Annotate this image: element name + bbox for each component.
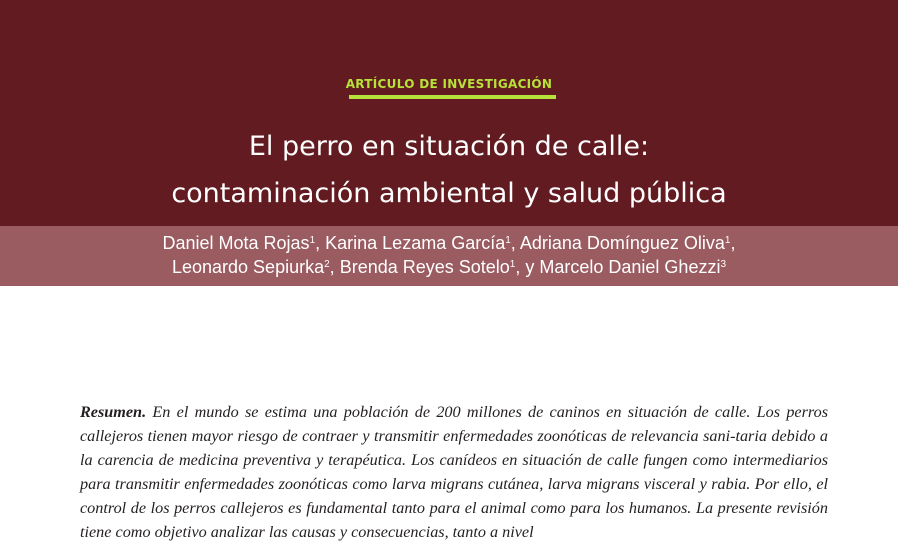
section-label-underline [349, 95, 556, 99]
article-header [0, 0, 898, 226]
author-separator: , [315, 233, 326, 253]
author-affiliation: 1 [309, 235, 316, 246]
author-separator: , [510, 233, 520, 253]
author-list [0, 231, 898, 279]
author-name: Marcelo Daniel Ghezzi [539, 257, 721, 277]
author-name: Adriana Domínguez Oliva [519, 233, 725, 253]
author-line-2 [0, 255, 898, 279]
author-line-1 [0, 231, 898, 255]
author-name: Brenda Reyes Sotelo [339, 257, 510, 277]
article-title-line-1: El perro en situación de calle: [248, 131, 650, 162]
author-name: Karina Lezama García [325, 233, 506, 253]
author-affiliation: 2 [324, 259, 330, 270]
abstract [80, 400, 828, 544]
author-affiliation: 3 [720, 259, 727, 270]
author-affiliation: 1 [724, 235, 731, 246]
author-affiliation: 1 [505, 235, 511, 246]
author-affiliation: 1 [509, 259, 516, 270]
article-title [0, 123, 898, 217]
abstract-label: Resumen. [80, 403, 147, 421]
section-label: ARTÍCULO DE INVESTIGACIÓN [345, 77, 553, 91]
author-name: Leonardo Sepiurka [171, 257, 325, 277]
author-separator: , [730, 233, 736, 253]
article-title-line-2: contaminación ambiental y salud pública [171, 178, 727, 209]
author-separator: , y [515, 257, 540, 277]
author-name: Daniel Mota Rojas [162, 233, 310, 253]
author-separator: , [329, 257, 340, 277]
abstract-text: En el mundo se estima una población de 200 millones de caninos en situación de calle. Los perros callejeros tienen mayor riesgo de contraer y transmitir enfermedades zoonóticas de relevancia sani-taria debido a la carencia de medicina preventiva y terapéutica. Los canídeos en situación de calle fungen como intermediarios para transmitir enfermedades zoonóticas como larva migrans cutánea, larva migrans visceral y rabia. Por ello, el control de los perros callejeros es fundamental tanto para el animal como para los humanos. La presente revisión tiene como objetivo analizar las causas y consecuencias, tanto a nivel [80, 403, 829, 541]
